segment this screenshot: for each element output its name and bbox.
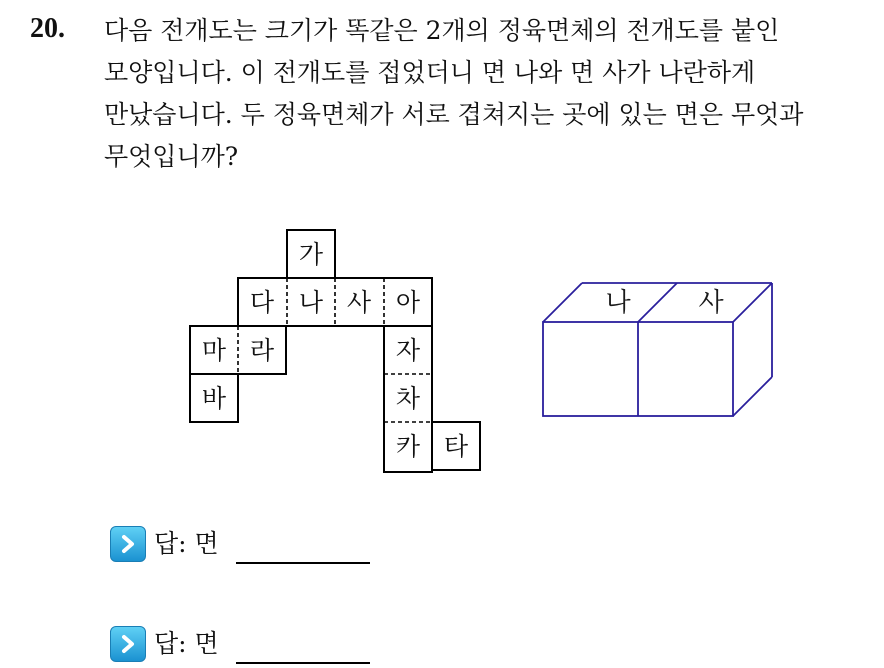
cubes-edge xyxy=(733,283,772,322)
answer-blank[interactable] xyxy=(236,562,370,564)
question-line: 무엇입니까? xyxy=(104,142,239,171)
cube-top-label-right: 사 xyxy=(698,288,724,318)
answer-row xyxy=(110,622,219,666)
face-label-da: 다 xyxy=(249,288,275,317)
answer-row xyxy=(110,522,219,566)
face-label-ka: 카 xyxy=(395,432,421,461)
question-line: 다음 전개도는 크기가 똑같은 2개의 정육면체의 전개도를 붙인 xyxy=(104,16,780,45)
question-line: 모양입니다. 이 전개도를 접었더니 면 나와 면 사가 나란하게 xyxy=(104,58,756,87)
cube-net xyxy=(190,230,480,472)
face-label-cha: 차 xyxy=(395,384,421,413)
cubes-divider-top xyxy=(638,283,677,322)
face-label-ta: 타 xyxy=(443,432,469,461)
answer-label: 답: 면 xyxy=(154,529,219,558)
face-label-ga: 가 xyxy=(298,240,324,269)
face-label-ba: 바 xyxy=(201,384,227,413)
cubes-edge xyxy=(543,283,582,322)
face-label-ra: 라 xyxy=(249,336,275,365)
face-label-sa: 사 xyxy=(346,288,372,317)
answer-blank[interactable] xyxy=(236,662,370,664)
chevron-right-icon xyxy=(110,526,146,562)
cube-top-label-left: 나 xyxy=(605,288,631,318)
face-label-ma: 마 xyxy=(201,336,227,365)
face-label-a: 아 xyxy=(395,288,421,317)
cubes-edge xyxy=(733,377,772,416)
joined-cubes xyxy=(543,283,772,416)
chevron-right-icon xyxy=(110,626,146,662)
face-label-na: 나 xyxy=(298,288,324,317)
answer-label: 답: 면 xyxy=(154,629,219,658)
face-label-ja: 자 xyxy=(395,336,421,365)
question-line: 만났습니다. 두 정육면체가 서로 겹쳐지는 곳에 있는 면은 무엇과 xyxy=(104,100,804,129)
question-number: 20. xyxy=(30,13,65,44)
